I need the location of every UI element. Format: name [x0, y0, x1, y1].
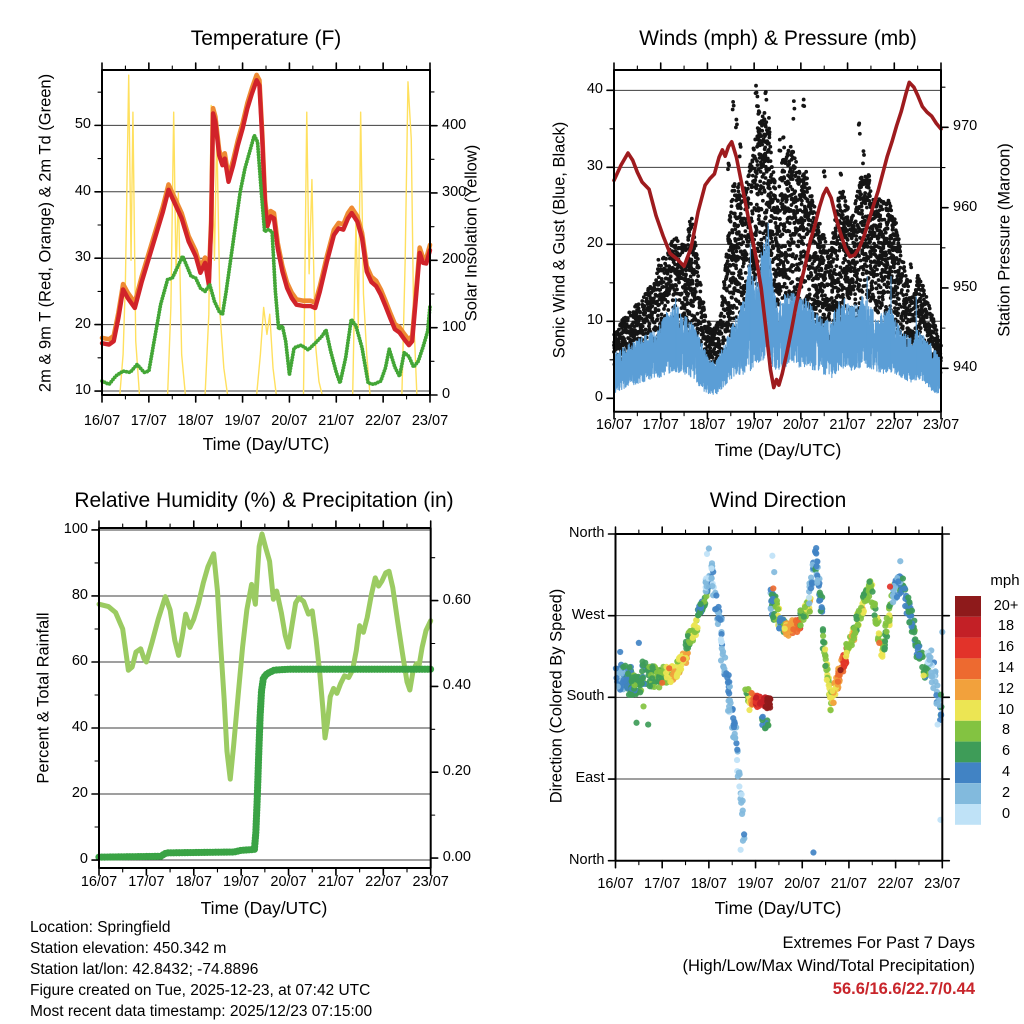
y-tick-label-left: 40 [586, 81, 603, 98]
x-tick-label: 19/07 [737, 876, 774, 892]
colorbar-label: 2 [1001, 784, 1011, 801]
footer-timestamp: Most recent data timestamp: 2025/12/23 07:15:00 [30, 1003, 373, 1020]
y-tick-label-right: 970 [953, 118, 978, 135]
x-tick-label: 16/07 [80, 874, 118, 890]
x-tick-label: 21/07 [830, 876, 868, 892]
footer-latlon: Station lat/lon: 42.8432; -74.8896 [30, 961, 259, 978]
y-tick-label-left: 10 [586, 312, 603, 329]
y-tick-label-right: 950 [953, 278, 978, 295]
xlabel-wind-direction: Time (Day/UTC) [714, 898, 842, 918]
xlabel-temperature: Time (Day/UTC) [202, 434, 330, 454]
y-tick-label-right: 0.60 [442, 591, 471, 608]
x-tick-label: 23/07 [924, 876, 961, 892]
x-tick-label: 19/07 [224, 413, 261, 429]
ylabel-winds-right: Station Pressure (Maroon) [995, 143, 1014, 337]
extremes-title: Extremes For Past 7 Days [782, 934, 975, 952]
ylabel-humidity-left: Percent & Total Rainfall [34, 612, 53, 784]
y-tick-label-left: 0 [79, 851, 88, 867]
xlabel-humidity: Time (Day/UTC) [200, 898, 328, 918]
y-tick-label-left: 0 [594, 389, 603, 406]
x-tick-label: 17/07 [128, 874, 165, 890]
x-tick-label: 18/07 [175, 874, 212, 890]
y-tick-label-right: 300 [442, 183, 467, 200]
footer-elevation: Station elevation: 450.342 m [30, 940, 227, 957]
colorbar-label: 14 [997, 659, 1015, 676]
colorbar-label: 6 [1001, 743, 1011, 760]
y-tick-label-right: 400 [442, 116, 467, 133]
colorbar-title: mph [990, 572, 1020, 589]
y-tick-label-left: 20 [74, 315, 91, 332]
y-tick-label-right: 200 [442, 251, 467, 268]
colorbar-label: 0 [1001, 805, 1011, 822]
y-tick-label-right: 0.40 [442, 677, 471, 694]
y-tick-label-left: 20 [71, 785, 88, 801]
x-tick-label: 20/07 [784, 876, 821, 892]
y-tick-label-left: West [571, 606, 605, 623]
y-tick-label-left: 30 [586, 158, 603, 175]
x-tick-label: 20/07 [271, 413, 308, 429]
x-tick-label: 22/07 [876, 417, 913, 433]
extremes-subtitle: (High/Low/Max Wind/Total Precipitation) [682, 957, 975, 975]
x-tick-label: 23/07 [922, 417, 960, 433]
y-tick-label-left: 100 [63, 520, 88, 537]
y-tick-label-right: 0.20 [442, 763, 471, 780]
x-tick-label: 16/07 [597, 876, 634, 892]
x-tick-label: 20/07 [270, 874, 307, 890]
y-tick-label-left: North [569, 851, 605, 868]
colorbar-label: 18 [997, 618, 1015, 635]
y-tick-label-right: 0 [442, 386, 451, 402]
y-tick-label-left: 50 [74, 116, 91, 133]
x-tick-label: 22/07 [877, 876, 914, 892]
y-tick-label-left: 80 [71, 586, 88, 603]
y-tick-label-right: 0.00 [442, 849, 471, 866]
y-tick-label-right: 960 [953, 198, 978, 215]
x-tick-label: 22/07 [364, 413, 402, 429]
ylabel-winds-left: Sonic Wind & Gust (Blue, Black) [550, 121, 569, 359]
panel-title-temperature: Temperature (F) [190, 27, 342, 50]
y-tick-label-right: 100 [442, 318, 467, 335]
panel-title-wind-direction: Wind Direction [709, 489, 847, 512]
panel-title-humidity: Relative Humidity (%) & Precipitation (in) [74, 489, 454, 512]
x-tick-label: 22/07 [365, 874, 402, 890]
x-tick-label: 16/07 [595, 417, 633, 433]
footer-created: Figure created on Tue, 2025-12-23, at 07:42 UTC [30, 982, 371, 999]
y-tick-label-left: 20 [586, 235, 603, 252]
xlabel-winds: Time (Day/UTC) [714, 440, 842, 460]
x-tick-label: 17/07 [130, 413, 167, 429]
x-tick-label: 16/07 [83, 413, 121, 429]
y-tick-label-left: East [575, 770, 605, 787]
colorbar-label: 4 [1001, 763, 1011, 780]
x-tick-label: 18/07 [689, 417, 726, 433]
y-tick-label-right: 940 [953, 359, 978, 376]
y-tick-label-left: 10 [74, 382, 91, 398]
x-tick-label: 21/07 [318, 413, 355, 429]
y-tick-label-left: 60 [71, 652, 88, 669]
ylabel-temperature-left: 2m & 9m T (Red, Orange) & 2m Td (Green) [36, 73, 55, 393]
x-tick-label: 21/07 [317, 874, 355, 890]
colorbar-label: 10 [997, 701, 1015, 718]
x-tick-label: 17/07 [642, 417, 679, 433]
footer-location: Location: Springfield [30, 919, 171, 936]
x-tick-label: 21/07 [829, 417, 866, 433]
y-tick-label-left: 30 [74, 249, 91, 266]
y-tick-label-left: North [569, 525, 605, 541]
colorbar-label: 16 [997, 639, 1015, 656]
y-tick-label-left: 40 [74, 182, 91, 199]
ylabel-temperature-right: Solar Insolation (Yellow) [462, 144, 481, 322]
colorbar-label: 20+ [993, 597, 1019, 614]
ylabel-wind-direction-left: Direction (Colored By Speed) [547, 588, 566, 804]
x-tick-label: 18/07 [690, 876, 728, 892]
x-tick-label: 19/07 [223, 874, 260, 890]
y-tick-label-left: 40 [71, 719, 88, 735]
extremes-values: 56.6/16.6/22.7/0.44 [832, 980, 975, 998]
panel-title-winds: Winds (mph) & Pressure (mb) [639, 27, 917, 50]
x-tick-label: 17/07 [644, 876, 681, 892]
x-tick-label: 23/07 [412, 874, 449, 890]
x-tick-label: 19/07 [735, 417, 773, 433]
colorbar-label: 8 [1001, 722, 1011, 739]
x-tick-label: 20/07 [782, 417, 819, 433]
colorbar-label: 12 [997, 680, 1015, 697]
x-tick-label: 18/07 [177, 413, 214, 429]
y-tick-label-left: South [566, 688, 605, 705]
x-tick-label: 23/07 [411, 413, 449, 429]
